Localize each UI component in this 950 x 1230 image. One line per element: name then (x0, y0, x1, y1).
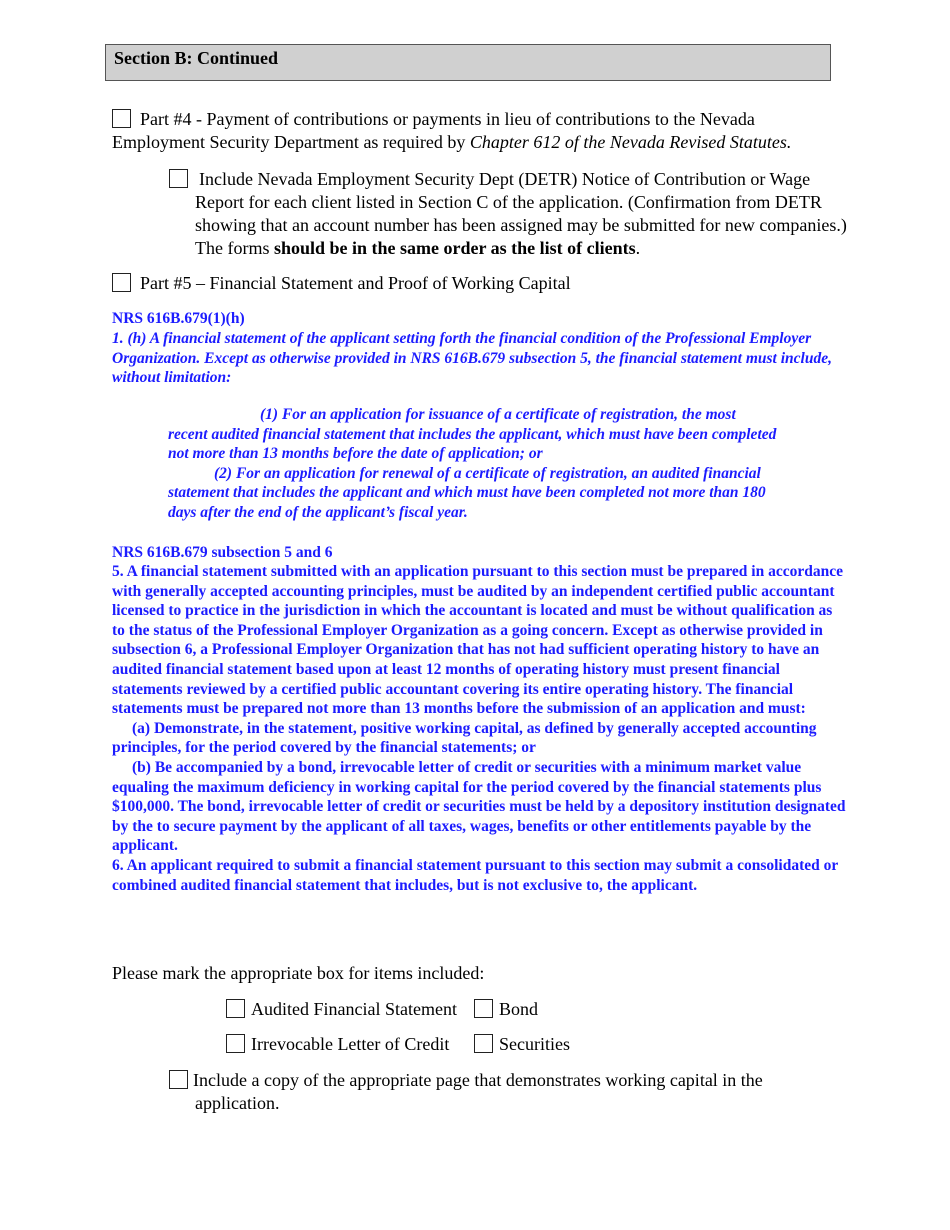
securities-checkbox[interactable] (474, 1034, 493, 1053)
detr-bold-text: should be in the same order as the list of clients (273, 238, 636, 258)
bond-checkbox[interactable] (474, 999, 493, 1018)
part4-item (112, 108, 842, 154)
nrs2-item-a: (a) Demonstrate, in the statement, positive working capital, as defined by generally accepted accounting principles, for the period covered by the financial statements; or (112, 719, 817, 757)
nrs1-item-1: (1) For an application for issuance of a certificate of registration, the most recent audited financial statement that includes the applicant, which must have been completed not more than 13 months before the date of application; or (168, 406, 777, 463)
part4-checkbox[interactable] (112, 109, 131, 128)
option-bond[interactable] (474, 998, 538, 1021)
part5-item (112, 272, 842, 295)
nrs1-text: 1. (h) A financial statement of the applicant setting forth the financial condition of the Professional Employer Organization. Except as otherwise provided in NRS 616B.679 subsection 5, the financial statement must include, without limitation: (112, 330, 832, 387)
working-capital-item (169, 1069, 819, 1115)
nrs2-paragraph-6: 6. An applicant required to submit a financial statement pursuant to this section may submit a consolidated or combined audited financial statement that includes, but is not exclusive to, the applicant. (112, 856, 838, 894)
option-audited-financial-statement[interactable] (226, 998, 457, 1021)
working-capital-text: Include a copy of the appropriate page that demonstrates working capital in the application. (193, 1070, 763, 1113)
letter-label: Irrevocable Letter of Credit (251, 1034, 450, 1054)
detr-checkbox[interactable] (169, 169, 188, 188)
letter-checkbox[interactable] (226, 1034, 245, 1053)
audited-checkbox[interactable] (226, 999, 245, 1018)
section-title: Section B: Continued (114, 48, 279, 68)
nrs2-paragraph-5: 5. A financial statement submitted with an application pursuant to this section must be prepared in accordance with generally accepted accounting principles, must be audited by an independent certified public accountant licensed to practice in the jurisdiction in which the accountant is located and must be without qualification as to the status of the Professional Employer Organization as a going concern. Except as otherwise provided in subsection 6, a Professional Employer Organization that has not had sufficient operating history to have an audited financial statement based upon at least 12 months of operating history must present financial statements reviewed by a certified public accountant covering its entire operating history. The financial statements must be prepared not more than 13 months before the submission of an application and must: (112, 563, 843, 718)
nrs1-heading: NRS 616B.679(1)(h) (112, 310, 245, 327)
working-capital-checkbox[interactable] (169, 1070, 188, 1089)
part5-checkbox[interactable] (112, 273, 131, 292)
part4-statute-reference: Chapter 612 of the Nevada Revised Statutes. (469, 132, 792, 152)
nrs2-text (112, 562, 847, 895)
part4-text: Part #4 - Payment of contributions or payments in lieu of contributions to the Nevada Employment Security Department as required by (112, 109, 755, 152)
option-securities[interactable] (474, 1033, 570, 1056)
option-irrevocable-letter-of-credit[interactable] (226, 1033, 449, 1056)
section-header (105, 44, 831, 81)
checkbox-prompt: Please mark the appropriate box for items included: (112, 963, 485, 983)
securities-label: Securities (499, 1034, 570, 1054)
nrs2-heading: NRS 616B.679 subsection 5 and 6 (112, 544, 333, 561)
detr-text: Include Nevada Employment Security Dept (DETR) Notice of Contribution or Wage Report for each client listed in Section C of the application. (Confirmation from DETR showing that an account number has been assigned may be submitted for new companies.) The forms (195, 169, 847, 258)
nrs1-subitems (168, 405, 778, 523)
detr-end: . (635, 238, 641, 258)
detr-text-block (195, 168, 849, 260)
detr-item (169, 168, 849, 260)
nrs1-item-2: (2) For an application for renewal of a certificate of registration, an audited financial statement that includes the applicant and which must have been completed not more than 180 days after the end of the applicant’s fiscal year. (168, 464, 766, 521)
part5-text: Part #5 – Financial Statement and Proof of Working Capital (140, 273, 571, 293)
audited-label: Audited Financial Statement (251, 999, 457, 1019)
bond-label: Bond (499, 999, 539, 1019)
nrs2-item-b: (b) Be accompanied by a bond, irrevocable letter of credit or securities with a minimum market value equaling the maximum deficiency in working capital for the period covered by the financial statements plus $100,000. The bond, irrevocable letter of credit or securities must be held by a depository institution designated by the to secure payment by the applicant of all taxes, wages, benefits or other entitlements payable by the applicant. (112, 758, 846, 855)
